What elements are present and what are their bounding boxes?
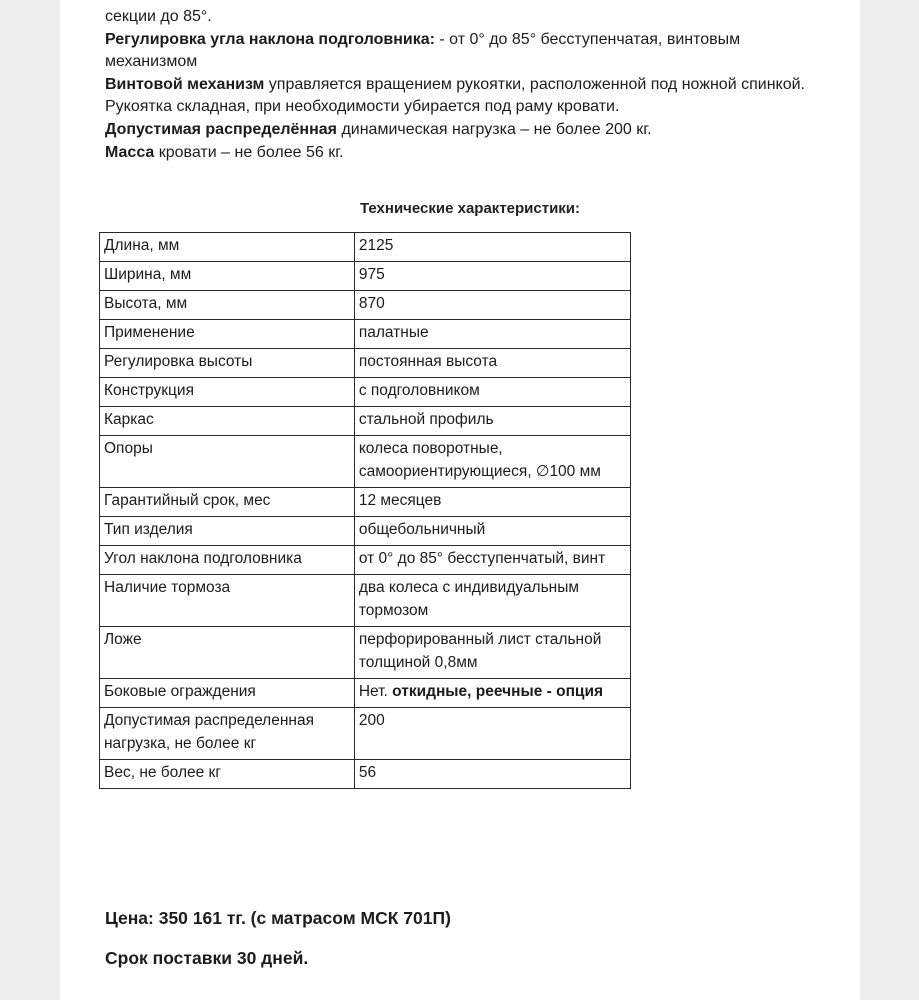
mass-label: Масса xyxy=(105,143,155,161)
intro-paragraph-headrest xyxy=(105,29,805,74)
table-row xyxy=(100,546,631,575)
spec-value: 200 xyxy=(354,708,630,760)
intro-line-1: секции до 85°. xyxy=(105,8,212,25)
table-row xyxy=(100,378,631,407)
table-row xyxy=(100,320,631,349)
screw-text: управляется вращением рукоятки, расположенной под ножной спинкой. Рукоятка складная, при необходимости убирается под раму кровати. xyxy=(105,75,805,116)
spec-key: Наличие тормоза xyxy=(100,575,355,627)
spec-value xyxy=(354,679,630,708)
spec-key: Боковые ограждения xyxy=(100,679,355,708)
spec-value: колеса поворотные, самоориентирующиеся, ∅100 мм xyxy=(354,436,630,488)
document-page xyxy=(60,0,860,1000)
table-row xyxy=(100,708,631,760)
spec-value: общебольничный xyxy=(354,517,630,546)
spec-value: постоянная высота xyxy=(354,349,630,378)
table-row xyxy=(100,679,631,708)
table-row xyxy=(100,488,631,517)
table-row xyxy=(100,291,631,320)
table-title: Технические характеристики: xyxy=(360,200,581,217)
spec-key: Гарантийный срок, мес xyxy=(100,488,355,517)
load-text: динамическая нагрузка – не более 200 кг. xyxy=(337,120,652,138)
table-row xyxy=(100,407,631,436)
spec-value: 975 xyxy=(354,262,630,291)
spec-value: от 0° до 85° бесступенчатый, винт xyxy=(354,546,630,575)
spec-value: 870 xyxy=(354,291,630,320)
table-row xyxy=(100,262,631,291)
spec-value-bold: откидные, реечные - опция xyxy=(387,683,604,700)
spec-key: Длина, мм xyxy=(100,233,355,262)
specs-table xyxy=(99,232,631,789)
table-row xyxy=(100,575,631,627)
spec-key: Конструкция xyxy=(100,378,355,407)
price-text: Цена: 350 161 тг. (с матрасом МСК 701П) xyxy=(105,908,451,928)
spec-value: с подголовником xyxy=(354,378,630,407)
spec-key: Применение xyxy=(100,320,355,349)
spec-key: Каркас xyxy=(100,407,355,436)
spec-key: Угол наклона подголовника xyxy=(100,546,355,575)
spec-value: 12 месяцев xyxy=(354,488,630,517)
table-row xyxy=(100,517,631,546)
spec-value: палатные xyxy=(354,320,630,349)
delivery-text: Срок поставки 30 дней. xyxy=(105,948,309,968)
table-row xyxy=(100,349,631,378)
headrest-text: - от 0° до 85° бесступенчатая, винтовым механизмом xyxy=(105,30,741,71)
screw-label: Винтовой механизм xyxy=(105,75,265,93)
table-row xyxy=(100,436,631,488)
intro-paragraph-load xyxy=(105,119,805,142)
intro-text xyxy=(105,6,805,164)
table-row xyxy=(100,233,631,262)
spec-key: Тип изделия xyxy=(100,517,355,546)
spec-key: Ширина, мм xyxy=(100,262,355,291)
spec-value: 2125 xyxy=(354,233,630,262)
intro-paragraph-screw xyxy=(105,74,805,119)
spec-value: стальной профиль xyxy=(354,407,630,436)
table-row xyxy=(100,627,631,679)
load-label: Допустимая распределённая xyxy=(105,120,337,138)
spec-key: Высота, мм xyxy=(100,291,355,320)
spec-value-plain: Нет. xyxy=(358,683,388,700)
spec-key: Ложе xyxy=(100,627,355,679)
spec-value: два колеса с индивидуальным тормозом xyxy=(354,575,630,627)
table-row xyxy=(100,760,631,789)
spec-key: Регулировка высоты xyxy=(100,349,355,378)
spec-key: Вес, не более кг xyxy=(100,760,355,789)
intro-paragraph-mass xyxy=(105,142,805,165)
headrest-label: Регулировка угла наклона подголовника: xyxy=(105,30,435,48)
spec-value: перфорированный лист стальной толщиной 0,8мм xyxy=(354,627,630,679)
spec-key: Опоры xyxy=(100,436,355,488)
spec-key: Допустимая распределенная нагрузка, не более кг xyxy=(100,708,355,760)
spec-value: 56 xyxy=(354,760,630,789)
mass-text: кровати – не более 56 кг. xyxy=(154,143,344,161)
